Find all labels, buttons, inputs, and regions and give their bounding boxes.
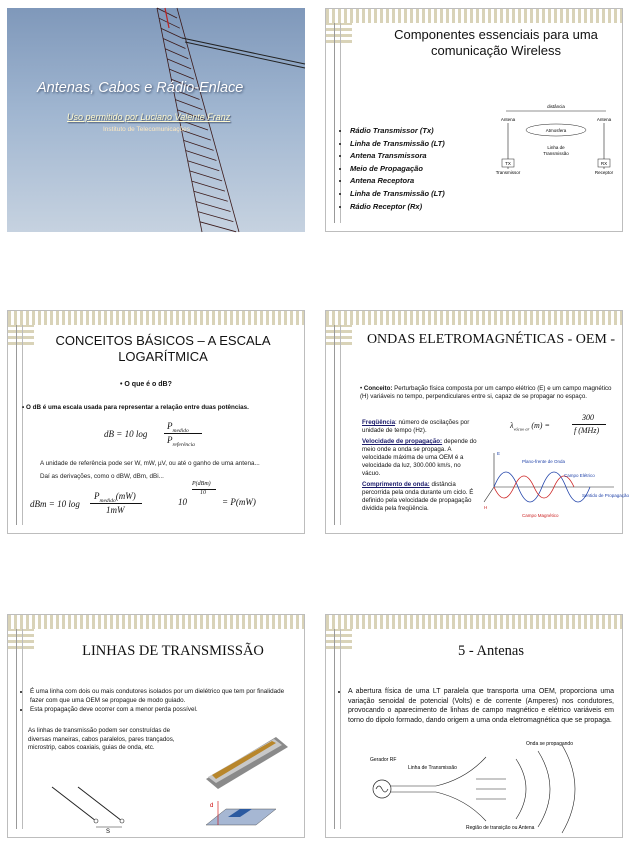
question: • O que é o dB? — [120, 381, 172, 388]
list-item: • Linha de Transmissão (LT) — [350, 188, 445, 201]
cover-subtitle: Uso permitido por Luciano Valente Franz — [67, 112, 231, 122]
cover-title: Antenas, Cabos e Rádio-Enlace — [37, 80, 244, 96]
slide-components — [325, 8, 623, 232]
formula-lambda-sub: vácuo ar — [513, 426, 530, 432]
velocity-body: depende do meio onde a onda se propaga. A velocidade máxima de uma OEM é a velocidade da luz, 300.000 km/s, no vácuo. — [362, 438, 477, 477]
label-tx: TX — [505, 161, 511, 166]
formula-num-sub: medido — [172, 427, 189, 434]
label-distancia: distância — [547, 104, 565, 109]
formula-exp-num: P(dBm) — [192, 481, 211, 487]
frequency-text — [362, 419, 480, 435]
bullet-list — [334, 687, 614, 725]
list-item: • Meio de Propagação — [350, 163, 445, 176]
label-plano-frente: Plano-frente de Onda — [522, 459, 566, 464]
frequency-body: : número de oscilações por unidade de tempo (Hz). — [362, 419, 470, 434]
formula-exp-den: 10 — [200, 490, 206, 496]
list-item: • É uma linha com dois ou mais condutores isolados por um dielétrico que tem por finalidade fazer com que uma OEM se propague de modo guiado. — [30, 687, 298, 705]
velocity-label: Velocidade de propagação: — [362, 438, 443, 445]
decor-bar — [16, 629, 17, 829]
decor-bar — [22, 629, 23, 829]
label-e: E — [497, 451, 501, 456]
list-item: • Rádio Transmissor (Tx) — [350, 125, 445, 138]
slide-antennas — [325, 614, 623, 838]
formula-lambda: λ — [510, 421, 514, 430]
formula-lhs: dB = 10 log — [104, 429, 148, 439]
concept-body: Perturbação física composta por um campo elétrico (E) e um campo magnético (H) variáveis no tempo, perpendiculares entre si, capaz de se propagar no espaço. — [360, 385, 612, 400]
formula-lhs: dBm = 10 log — [30, 499, 80, 509]
formula-num: 300 — [582, 413, 594, 422]
list-item: • A abertura física de uma LT paralela que transporta uma OEM, proporciona uma variação senoidal de potencial (Volts) e de corrente (Amperes) nos condutores, provocando o aparecimento de linhas de campo magnético e elétrico variáveis em torno do dipolo formado, dando origem a uma onda eletromagnética que se propaga. — [348, 687, 614, 725]
formula-base: 10 — [178, 497, 187, 507]
concept-text: • Conceito: Perturbação física composta por um campo elétrico (E) e um campo magnético (H) variáveis no tempo, perpendiculares entre si, capaz de se propagar no espaço. — [360, 385, 612, 400]
label-transmissao: Transmissão — [543, 151, 569, 156]
label-transmissor: Transmissor — [495, 170, 521, 175]
wavelength-label: Comprimento de onda: — [362, 481, 430, 488]
question-text: O que é o dB? — [124, 381, 172, 388]
decor-bar — [16, 325, 17, 525]
slide-cover — [7, 8, 305, 232]
formula-den: f (MHz) — [574, 426, 600, 435]
decor-strip-side — [326, 23, 352, 43]
list-item: • Linha de Transmissão (LT) — [350, 138, 445, 151]
decor-strip — [8, 311, 304, 325]
decor-strip-side — [326, 325, 352, 345]
decor-strip-side — [8, 325, 34, 345]
label-s: S — [106, 829, 111, 835]
label-d: d — [210, 803, 214, 809]
label-gerador: Gerador RF — [370, 757, 397, 763]
bullet-list — [16, 687, 298, 714]
decor-bar — [334, 325, 335, 525]
label-sentido: Sentido de Propagação — [582, 493, 630, 498]
list-item: • Antena Receptora — [350, 175, 445, 188]
note-line: A unidade de referência pode ser W, mW, µV, ou até o ganho de uma antena... — [40, 460, 260, 467]
label-campo-magnetico: Campo Magnético — [522, 513, 559, 518]
list-item: • Antena Transmissora — [350, 150, 445, 163]
decor-bar — [334, 23, 335, 223]
decor-strip — [8, 615, 304, 629]
decor-strip-side — [8, 629, 34, 649]
label-onda: Onda se propagando — [526, 741, 573, 747]
note-text: As linhas de transmissão podem ser construídas de diversas maneiras, cabos paralelos, pares trançados, microstrip, cabos coaxiais, guias de onda, etc. — [28, 727, 175, 751]
formula-den: P — [167, 435, 173, 445]
formula-num-unit: (mW) — [115, 491, 136, 501]
list-item: • Rádio Receptor (Rx) — [350, 201, 445, 214]
decor-bar — [334, 629, 335, 829]
decor-strip-side — [326, 629, 352, 649]
label-antena-right: Antena — [596, 117, 612, 122]
formula-num-sub: medido — [99, 497, 116, 504]
label-rx: RX — [600, 161, 608, 166]
slide-db-scale — [7, 310, 305, 534]
label-regiao: Região de transição ou Antena — [466, 825, 535, 831]
formula-den-sub: referência — [172, 441, 195, 448]
formula-num: P — [94, 491, 100, 501]
concept-label: Conceito: — [363, 385, 393, 392]
label-linha: Linha de Transmissão — [408, 765, 457, 771]
note-line: Daí as derivações, como o dBW, dBm, dBi... — [40, 473, 164, 480]
parallel-line-diagram — [48, 783, 138, 833]
velocity-text — [362, 438, 480, 478]
slide-transmission-lines — [7, 614, 305, 838]
definition-text: O dB é uma escala usada para representar a relação entre duas potências. — [25, 404, 249, 411]
slide-oem — [325, 310, 630, 534]
slide-title: ONDAS ELETROMAGNÉTICAS - OEM - — [366, 332, 616, 347]
slide-title: CONCEITOS BÁSICOS – A ESCALA LOGARÍTMICA — [55, 333, 271, 364]
decor-bar — [340, 629, 341, 829]
microstrip-diagram — [196, 795, 296, 835]
coax-cable-image — [196, 723, 296, 793]
frequency-label: Freqüência — [362, 419, 396, 426]
note-block — [40, 457, 260, 483]
label-campo-eletrico: Campo Elétrico — [564, 473, 595, 478]
label-antena-left: Antena — [500, 117, 516, 122]
wavelength-text — [362, 481, 480, 513]
slide-title: Componentes essenciais para uma comunicação Wireless — [394, 27, 598, 58]
wavelength-body: distância percorrida pela onda durante um ciclo. É definido pela velocidade de propagação dividida pela freqüência. — [362, 481, 474, 512]
definition: • O dB é uma escala usada para representar a relação entre duas potências. — [22, 404, 249, 411]
bullet-list — [336, 125, 445, 213]
cover-note: Instituto de Telecomunicações — [103, 126, 190, 133]
list-item: • Esta propagação deve ocorrer com a menor perda possível. — [30, 705, 298, 714]
link-diagram — [494, 101, 619, 191]
label-h: H — [484, 505, 488, 510]
decor-bar — [22, 325, 23, 525]
slide-title: 5 - Antenas — [457, 643, 525, 659]
decor-bar — [340, 325, 341, 525]
formula-den: 1mW — [106, 505, 125, 515]
decor-strip — [326, 311, 622, 325]
decor-strip — [326, 615, 622, 629]
decor-strip — [326, 9, 622, 23]
formula-unit: (m) = — [531, 421, 550, 430]
slide-title: LINHAS DE TRANSMISSÃO — [82, 643, 264, 659]
formula-rhs: = P(mW) — [222, 497, 256, 507]
formula-num: P — [167, 421, 173, 431]
em-wave-diagram — [484, 447, 630, 529]
label-linha: Linha de — [547, 145, 565, 150]
label-atmosfera: Atmosfera — [545, 128, 567, 133]
label-receptor: Receptor — [594, 170, 614, 175]
dipole-radiation-diagram — [366, 739, 616, 835]
